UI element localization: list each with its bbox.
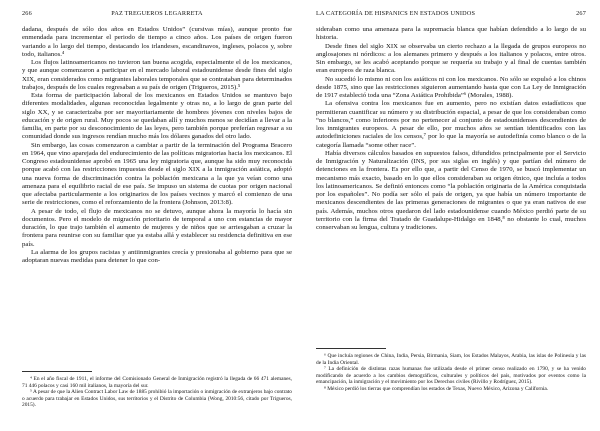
footnote: ⁵ A pesar de que la Alien Contract Labor Law de 1885 prohibió la importación o inmigración de extranjeros bajo contrato o acuerdo para trabajar en Estados Unidos, sus territorios y el Distrito de Columbia (Wong, 2010:56, citado por Trigueros, 2015). [22,389,292,409]
right-running-header [316,10,586,20]
left-footnotes [22,376,292,409]
footnote: ⁸ México perdió los tierras que comprendían los estados de Texas, Nuevo México, Arizona y California. [324,385,549,392]
right-paragraph: La ofensiva contra los mexicanos fue en aumento, pero no existían datos estadísticos que permitieran cuantificar su número y su distribución espacial, a pesar de que los consideraban como “no blancos,” como inferiores por no pertenecer al conjunto de estadounidenses descendientes de los inmigrantes europeos. A pesar de ello, por muchos años se sentían identificados con las autodefiniciones raciales de los censos,⁷ por lo que la mayoría se autodefinía como blanco o de la categoría llamada “some other race”. [316,100,586,149]
right-paragraph: sideraban como una amenaza para la supremacía blanca que habían defendido a lo largo de su historia. [316,26,586,42]
left-paragraph: Esta forma de participación laboral de los mexicanos en Estados Unidos se mantuvo bajo diferentes modalidades, algunas reconocidas legalmente y otras no, a lo largo de gran parte del siglo XX, y se caracterizaba por ser mayoritariamente de hombres jóvenes con niveles bajos de educación y de origen rural. Muy pocos se quedaban allí y muchos menos se decidían a llevar a la familia, en parte por su desconocimiento de las leyes, pero también porque preferían regresar a su comunidad donde sus ingresos rendían mucho más los dólares ganados del otro lado. [22,92,292,141]
left-paragraph: La alarma de los grupos racistas y antiinmigrantes crecía y presionaba al gobierno para que se adoptaran nuevas medidas para detener lo que con- [22,248,292,264]
right-page [316,0,586,431]
left-paragraph: dadana, después de sólo dos años en Estados Unidos” (cursivas mías), aunque pronto fue enmendada para incrementar el periodo de tiempo a cinco años. Los países de origen fueron variando a lo largo del tiempo, destacando los irlandeses, escandinavos, ingleses, polacos y, sobre todo, italianos.⁴ [22,26,292,58]
footnote: ⁷ La definición de distintas razas humanas fue utilizada desde el primer censo realizado en 1790, y se ha venido modificando de acuerdo a los cambios demográficos, culturales y políticos del país, motivados por eventos como la emancipación, la inmigración y el movimiento por los Derechos civiles (Rivillo y Rodríguez, 2015). [316,366,586,386]
left-running-head: PAZ TREGUEROS LEGARRETA [111,10,203,17]
footnote: ⁶ Que incluía regiones de China, India, Persia, Birmania, Siam, los Estados Malayos, Arabia, las islas de Polinesia y las de la India Oriental. [316,353,586,366]
right-footnotes [316,353,586,393]
footnote: ⁴ En el año fiscal de 1911, el informe del Comisionado General de Inmigración registró la llegada de 66 471 alemanes, 71 446 polacos y casi 160 mil italianos, la mayoría del sur. [22,376,292,389]
right-page-number: 267 [576,10,586,17]
left-page-number: 266 [22,10,32,17]
right-paragraph: Había diversos cálculos basados en supuestos falsos, difundidos principalmente por el Servicio de Inmigración y Naturalización (INS, por sus siglas en inglés) y que partían del número de detenciones en la frontera. Es por ello que, a partir del Censo de 1970, se buscó implementar un mecanismo más exacto, basado en lo que ellos consideraban su origen étnico, que incluía a todos los latinoamericanos. Se definió entonces como “la población originaria de la América conquistada por los españoles”. No podía ser sólo el país de origen, ya que había un número importante de mexicanos descendientes de las primeras generaciones de migrantes o que ya eran nativos de ese país. Además, muchos otros quedaron del lado estadounidense cuando México perdió parte de su territorio con la firma del Tratado de Guadalupe-Hidalgo en 1848,⁸ no obstante lo cual, muchos conservaban su lengua, cultura y tradiciones. [316,149,586,231]
right-body-text [316,26,586,232]
left-paragraph: Los flujos latinoamericanos no tuvieron tan buena acogida, especialmente el de los mexicanos, y que aunque comenzaron a participar en el mercado laboral estadounidense desde fines del siglo XIX, eran considerados como migrantes laborales temporales que se contrataban para determinados trabajos, después de los cuales regresaban a su país de origen (Trigueros, 2015).⁵ [22,59,292,91]
left-paragraph: A pesar de todo, el flujo de mexicanos no se detuvo, aunque ahora la mayoría lo hacía sin documentos. Pero el modelo de migración prioritario de temporal a uno con estancias de mayor duración, lo que trajo también el aumento de mujeres y de niños que se arriesgaban a cruzar la frontera para reunirse con su familiar que ya estaba allá y establecer su residencia definitiva en ese país. [22,207,292,248]
left-page [22,0,292,431]
left-body-text [22,26,292,265]
right-running-head: LA CATEGORÍA DE HISPANICS EN ESTADOS UNIDOS [316,10,476,17]
right-footnote-rule [316,348,386,349]
right-paragraph: No sucedió lo mismo ni con los asiáticos ni con los mexicanos. No sólo se expulsó a los chinos desde 1875, sino que las restricciones siguieron aumentando hasta que con La Ley de Inmigración de 1917 estableció toda una “Zona Asiática Prohibida”⁶ (Morales, 1988). [316,75,586,99]
left-running-header [22,10,292,20]
right-paragraph: Desde fines del siglo XIX se observaba un cierto rechazo a la llegada de grupos europeos no anglosajones ni nórdicos: a los alemanes primero y después a los italianos y polacos, entre otros. Sin embargo, se les acabó aceptando porque se requería su trabajo y al final de cuentas también eran europeos de raza blanca. [316,42,586,75]
left-footnote-rule [22,371,92,372]
left-paragraph: Sin embargo, las cosas comenzaron a cambiar a partir de la terminación del Programa Bracero en 1964, que vino aparejada del endurecimiento de las políticas migratorias hacia los mexicanos. El Congreso estadounidense aprobó en 1965 una ley migratoria que, aunque ha sido muy reconocida porque acabó con las restricciones impuestas desde el siglo XIX a la inmigración asiática, adoptó una nueva forma de discriminación contra la población mexicana a la que ya veían como una amenaza para el equilibrio racial de ese país. Se impuso un sistema de cuotas por origen nacional que afectaba particularmente a los originarios de los países vecinos y marcó el comienzo de una serie de restricciones, como el reforzamiento de la frontera (Johnson, 2013:8). [22,141,292,207]
